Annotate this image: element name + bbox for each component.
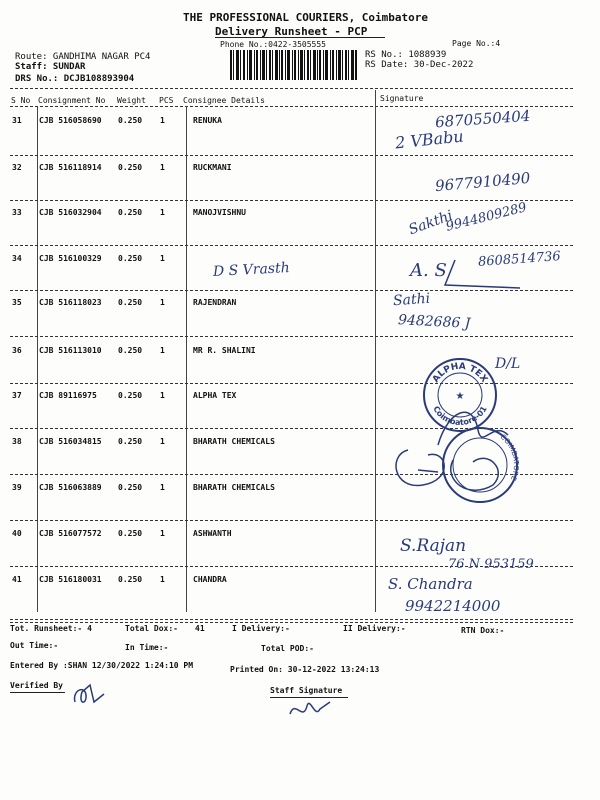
handwritten-signature: Sakthi [406, 207, 455, 239]
row-weight: 0.250 [118, 298, 143, 307]
in-time: In Time:- [125, 643, 169, 652]
row-pcs: 1 [160, 208, 165, 217]
company-name: THE PROFESSIONAL COURIERS, Coimbatore [183, 11, 429, 24]
col-weight: Weight [117, 96, 146, 105]
col-pcs: PCS [159, 96, 174, 105]
row-sno: 36 [12, 346, 22, 355]
row-weight: 0.250 [118, 208, 143, 217]
col-signature: Signature [380, 94, 424, 103]
row-weight: 0.250 [118, 254, 143, 263]
handwritten-note: D/L [495, 356, 521, 372]
rs-date: RS Date: 30-Dec-2022 [365, 60, 474, 70]
row-pcs: 1 [160, 391, 165, 400]
verifier-signature [70, 680, 110, 710]
column-line [37, 106, 38, 612]
row-sno: 32 [12, 163, 22, 172]
row-consignment: CJB 516180031 [39, 575, 102, 584]
row-pcs: 1 [160, 437, 165, 446]
row-consignee: MANOJVISHNU [193, 208, 246, 217]
row-sno: 31 [12, 116, 22, 125]
row-divider [10, 200, 573, 201]
col-sno: S No [11, 96, 31, 105]
row-pcs: 1 [160, 529, 165, 538]
row-consignment: CJB 516063889 [39, 483, 102, 492]
staff: Staff: SUNDAR [15, 62, 86, 72]
stamp-ring-text: COIMBATORE [498, 432, 520, 482]
row-consignment: CJB 516118023 [39, 298, 102, 307]
entered-by: Entered By :SHAN 12/30/2022 1:24:10 PM [10, 661, 194, 670]
row-pcs: 1 [160, 116, 165, 125]
handwritten-phone: 9942214000 [405, 597, 501, 615]
row-weight: 0.250 [118, 346, 143, 355]
column-line [186, 106, 187, 612]
barcode [230, 50, 358, 80]
divider [10, 106, 573, 107]
stamp-text-bottom: Coimbatore-01 [431, 404, 489, 428]
handwritten-signature: 2 VBabu [394, 126, 465, 153]
signature-scribble [378, 390, 578, 530]
handwritten-signature: S. Chandra [388, 575, 473, 593]
handwritten-phone: 6870550404 [434, 106, 531, 132]
handwritten-phone: 9677910490 [434, 168, 532, 196]
route: Route: GANDHIMA NAGAR PC4 [15, 52, 151, 62]
row-consignee: RENUKA [193, 116, 222, 125]
row-consignment: CJB 516118914 [39, 163, 102, 172]
row-consignment: CJB 516034815 [39, 437, 102, 446]
handwritten-signature: S.Rajan [400, 536, 467, 556]
row-weight: 0.250 [118, 529, 143, 538]
sheet-title: Delivery Runsheet - PCP [215, 25, 368, 38]
col-consignment: Consignment No [38, 96, 106, 105]
row-weight: 0.250 [118, 437, 143, 446]
row-sno: 35 [12, 298, 22, 307]
page-number: Page No.:4 [452, 39, 501, 48]
divider [10, 88, 573, 89]
handwritten-signature: A. S [410, 260, 447, 281]
handwritten-phone: 8608514736 [477, 249, 562, 270]
row-sno: 40 [12, 529, 22, 538]
signature-scribble [395, 240, 535, 300]
row-divider [10, 336, 573, 337]
verified-by: Verified By [10, 681, 63, 690]
row-consignee: BHARATH CHEMICALS [193, 483, 275, 492]
row-consignment: CJB 516058690 [39, 116, 102, 125]
column-line [375, 90, 376, 612]
printed-on: Printed On: 30-12-2022 13:24:13 [230, 665, 380, 674]
row-divider [10, 155, 573, 156]
row-consignee: CHANDRA [193, 575, 227, 584]
row-consignment: CJB 516113010 [39, 346, 102, 355]
verified-underline [10, 692, 65, 693]
row-pcs: 1 [160, 483, 165, 492]
row-consignment: CJB 516077572 [39, 529, 102, 538]
rtn-dox: RTN Dox:- [461, 626, 505, 635]
row-consignee: ALPHA TEX [193, 391, 237, 400]
divider [10, 619, 573, 620]
row-consignee: RUCKMANI [193, 163, 232, 172]
row-consignee: BHARATH CHEMICALS [193, 437, 275, 446]
total-pod: Total POD:- [261, 644, 314, 653]
total-dox-label: Total Dox:- [125, 624, 178, 633]
title-underline [215, 37, 385, 38]
rs-number: RS No.: 1088939 [365, 50, 447, 60]
i-delivery: I Delivery:- [232, 624, 290, 633]
row-weight: 0.250 [118, 575, 143, 584]
row-consignee: MR R. SHALINI [193, 346, 256, 355]
row-pcs: 1 [160, 163, 165, 172]
phone-number: Phone No.:0422-3505555 [220, 40, 326, 49]
row-consignment: CJB 516032904 [39, 208, 102, 217]
row-weight: 0.250 [118, 116, 143, 125]
row-sno: 34 [12, 254, 22, 263]
row-sno: 41 [12, 575, 22, 584]
svg-text:★: ★ [455, 391, 465, 402]
col-consignee: Consignee Details [183, 96, 265, 105]
row-consignment: CJB 89116975 [39, 391, 97, 400]
stamp-text-top: ALPHA TEX [431, 361, 489, 385]
row-pcs: 1 [160, 575, 165, 584]
divider [10, 622, 573, 623]
row-consignee: RAJENDRAN [193, 298, 237, 307]
row-consignment: CJB 516100329 [39, 254, 102, 263]
row-weight: 0.250 [118, 483, 143, 492]
row-pcs: 1 [160, 346, 165, 355]
handwritten-signature: Sathi [392, 290, 431, 310]
out-time: Out Time:- [10, 641, 59, 650]
row-weight: 0.250 [118, 391, 143, 400]
staff-signature [285, 694, 335, 724]
handwritten-phone: 9944809289 [444, 200, 529, 235]
row-pcs: 1 [160, 298, 165, 307]
row-consignee: ASHWANTH [193, 529, 232, 538]
handwritten-note: D S Vrasth [212, 260, 291, 280]
row-weight: 0.250 [118, 163, 143, 172]
row-sno: 33 [12, 208, 22, 217]
row-sno: 37 [12, 391, 22, 400]
ii-delivery: II Delivery:- [343, 624, 406, 633]
tot-runsheet: Tot. Runsheet:- 4 [10, 624, 92, 633]
handwritten-phone: 76 N 953159 [448, 557, 534, 572]
handwritten-phone: 9482686 J [397, 312, 471, 332]
staff-signature-label: Staff Signature [270, 686, 343, 695]
row-sno: 39 [12, 483, 22, 492]
total-dox-value: 41 [195, 624, 205, 633]
row-pcs: 1 [160, 254, 165, 263]
drs-number: DRS No.: DCJB108893904 [15, 74, 135, 84]
row-sno: 38 [12, 437, 22, 446]
